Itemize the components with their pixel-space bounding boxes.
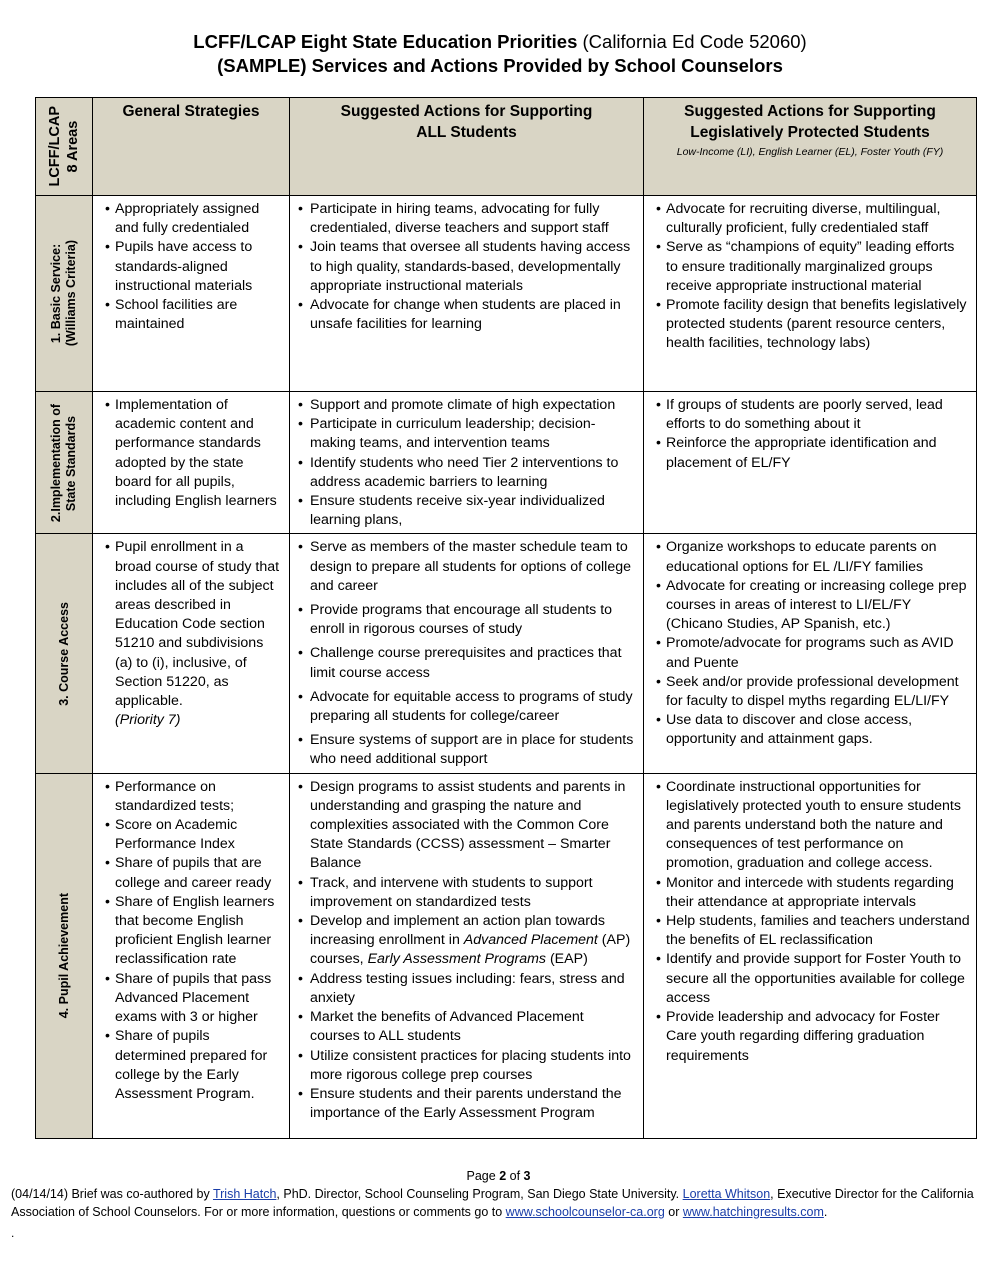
- list-item: • Reinforce the appropriate identification and placement of EL/FY: [650, 434, 970, 472]
- general-strategies-cell: [93, 196, 290, 392]
- list-item: • Develop and implement an action plan towards increasing enrollment in Advanced Placement (AP) courses, Early Assessment Programs (EAP): [296, 912, 637, 970]
- priorities-table: [35, 97, 977, 1139]
- list-item: • Implementation of academic content and performance standards adopted by the state board for all pupils, including English learners: [99, 396, 283, 511]
- list-item: • Join teams that oversee all students having access to high quality, standards-based, developmentally appropriate instructional materials: [296, 238, 637, 296]
- list-item: • Advocate for recruiting diverse, multilingual, culturally proficient, fully credentialed staff: [650, 200, 970, 238]
- list-item: • Market the benefits of Advanced Placement courses to ALL students: [296, 1008, 637, 1046]
- general-strategies-cell: [93, 773, 290, 1138]
- list-item: • Share of pupils that are college and career ready: [99, 854, 283, 892]
- list-item: • Promote/advocate for programs such as AVID and Puente: [650, 634, 970, 672]
- title-line-1: [0, 30, 1000, 54]
- protected-students-cell: [644, 392, 977, 534]
- footer-credits: (04/14/14) Brief was co-authored by Trish Hatch, PhD. Director, School Counseling Program, San Diego State University. Loretta Whitson, Executive Director for the California Association of School Counselors. For or more information, questions or comments go to www.schoolcounselor-ca.org or www.hatchingresults.com.: [11, 1187, 974, 1219]
- all-students-cell: [290, 534, 644, 773]
- header-protected-subtitle: Low-Income (LI), English Learner (EL), Foster Youth (FY): [676, 146, 944, 158]
- list-item: • Identify students who need Tier 2 interventions to address academic barriers to learning: [296, 454, 637, 492]
- area-basic-service: 1. Basic Service: (Williams Criteria): [36, 196, 93, 392]
- list-item: • Advocate for equitable access to programs of study preparing all students for college/career: [296, 688, 637, 726]
- list-item: • Help students, families and teachers understand the benefits of EL reclassification: [650, 912, 970, 950]
- list-item: • Appropriately assigned and fully credentialed: [99, 200, 283, 238]
- list-item: • Coordinate instructional opportunities for legislatively protected youth to ensure students and parents understand both the nature and consequences of test performance on promotion, graduation and college access.: [650, 778, 970, 874]
- priority-note: (Priority 7): [115, 712, 181, 729]
- list-item: • Share of English learners that become English proficient English learner reclassification rate: [99, 893, 283, 970]
- list-item: • Ensure systems of support are in place for students who need additional support: [296, 731, 637, 769]
- list-item: • Promote facility design that benefits legislatively protected students (parent resource centers, health facilities, technology labs): [650, 296, 970, 354]
- link-hatchingresults[interactable]: www.hatchingresults.com: [682, 1205, 824, 1219]
- list-item: • Serve as members of the master schedule team to design to prepare all students for options of college and career: [296, 538, 637, 596]
- general-strategies-cell: [93, 392, 290, 534]
- table-row: [36, 773, 977, 1138]
- all-students-cell: [290, 773, 644, 1138]
- document-title: [0, 30, 1000, 78]
- list-item: • Design programs to assist students and parents in understanding and grasping the nature and complexities associated with the Common Core State Standards (CCSS) assessment – Smarter Balance: [296, 778, 637, 874]
- list-item: • Ensure students and their parents understand the importance of the Early Assessment Program: [296, 1085, 637, 1123]
- table-row: [36, 534, 977, 773]
- list-item: • Support and promote climate of high expectation: [296, 396, 637, 415]
- footer: [11, 1167, 986, 1221]
- list-item: • Score on Academic Performance Index: [99, 816, 283, 854]
- protected-students-cell: [644, 773, 977, 1138]
- title-code-ref: (California Ed Code 52060): [577, 31, 807, 52]
- area-pupil-achievement: 4. Pupil Achievement: [36, 773, 93, 1138]
- list-item: • Provide programs that encourage all students to enroll in rigorous courses of study: [296, 601, 637, 639]
- list-item: • Serve as “champions of equity” leading efforts to ensure traditionally marginalized groups receive appropriate instructional material: [650, 238, 970, 296]
- area-course-access: 3. Course Access: [36, 534, 93, 773]
- header-all-students: Suggested Actions for Supporting ALL Students: [290, 98, 644, 196]
- header-general-strategies: General Strategies: [93, 98, 290, 196]
- link-schoolcounselor-ca[interactable]: www.schoolcounselor-ca.org: [505, 1205, 665, 1219]
- protected-students-cell: [644, 196, 977, 392]
- link-trish-hatch[interactable]: Trish Hatch: [212, 1187, 277, 1201]
- list-item: • Advocate for creating or increasing college prep courses in areas of interest to LI/EL/FY (Chicano Studies, AP Spanish, etc.): [650, 577, 970, 635]
- all-students-cell: [290, 196, 644, 392]
- list-item: • Participate in hiring teams, advocating for fully credentialed, diverse teachers and support staff: [296, 200, 637, 238]
- list-item: • Seek and/or provide professional development for faculty to dispel myths regarding EL/LI/FY: [650, 673, 970, 711]
- list-item: • Pupil enrollment in a broad course of study that includes all of the subject areas described in Education Code section 51210 and subdivisions (a) to (i), inclusive, of Section 51220, as applicable. (Priority 7): [99, 538, 283, 730]
- header-areas: LCFF/LCAP 8 Areas: [36, 98, 93, 196]
- list-item: • Participate in curriculum leadership; decision-making teams, and intervention teams: [296, 415, 637, 453]
- area-state-standards: 2.Implementation of State Standards: [36, 392, 93, 534]
- list-item: • Organize workshops to educate parents on educational options for EL /LI/FY families: [650, 538, 970, 576]
- title-line-2: (SAMPLE) Services and Actions Provided by School Counselors: [217, 55, 783, 76]
- list-item: • Share of pupils that pass Advanced Placement exams with 3 or higher: [99, 970, 283, 1028]
- list-item: • Challenge course prerequisites and practices that limit course access: [296, 644, 637, 682]
- trailing-dot: .: [11, 1226, 15, 1240]
- list-item: • School facilities are maintained: [99, 296, 283, 334]
- list-item: • Use data to discover and close access, opportunity and attainment gaps.: [650, 711, 970, 749]
- header-protected-students: Suggested Actions for Supporting Legislatively Protected Students Low-Income (LI), English Learner (EL), Foster Youth (FY): [644, 98, 977, 196]
- list-item: • Address testing issues including: fears, stress and anxiety: [296, 970, 637, 1008]
- list-item: • If groups of students are poorly served, lead efforts to do something about it: [650, 396, 970, 434]
- list-item: • Monitor and intercede with students regarding their attendance at appropriate intervals: [650, 874, 970, 912]
- general-strategies-cell: [93, 534, 290, 773]
- list-item: • Pupils have access to standards-aligned instructional materials: [99, 238, 283, 296]
- all-students-cell: [290, 392, 644, 534]
- list-item: • Identify and provide support for Foster Youth to secure all the opportunities available for college access: [650, 950, 970, 1008]
- list-item: • Provide leadership and advocacy for Foster Care youth regarding differing graduation requirements: [650, 1008, 970, 1066]
- table-row: [36, 196, 977, 392]
- list-item: • Ensure students receive six-year individualized learning plans,: [296, 492, 637, 530]
- list-item: • Performance on standardized tests;: [99, 778, 283, 816]
- list-item: • Utilize consistent practices for placing students into more rigorous college prep courses: [296, 1047, 637, 1085]
- list-item: • Advocate for change when students are placed in unsafe facilities for learning: [296, 296, 637, 334]
- link-loretta-whitson[interactable]: Loretta Whitson: [682, 1187, 771, 1201]
- table-row: [36, 392, 977, 534]
- protected-students-cell: [644, 534, 977, 773]
- title-main: LCFF/LCAP Eight State Education Priorities: [193, 31, 578, 52]
- page-number: Page 2 of 3: [466, 1169, 531, 1183]
- header-row: [36, 98, 977, 196]
- list-item: • Track, and intervene with students to support improvement on standardized tests: [296, 874, 637, 912]
- list-item: • Share of pupils determined prepared for college by the Early Assessment Program.: [99, 1027, 283, 1104]
